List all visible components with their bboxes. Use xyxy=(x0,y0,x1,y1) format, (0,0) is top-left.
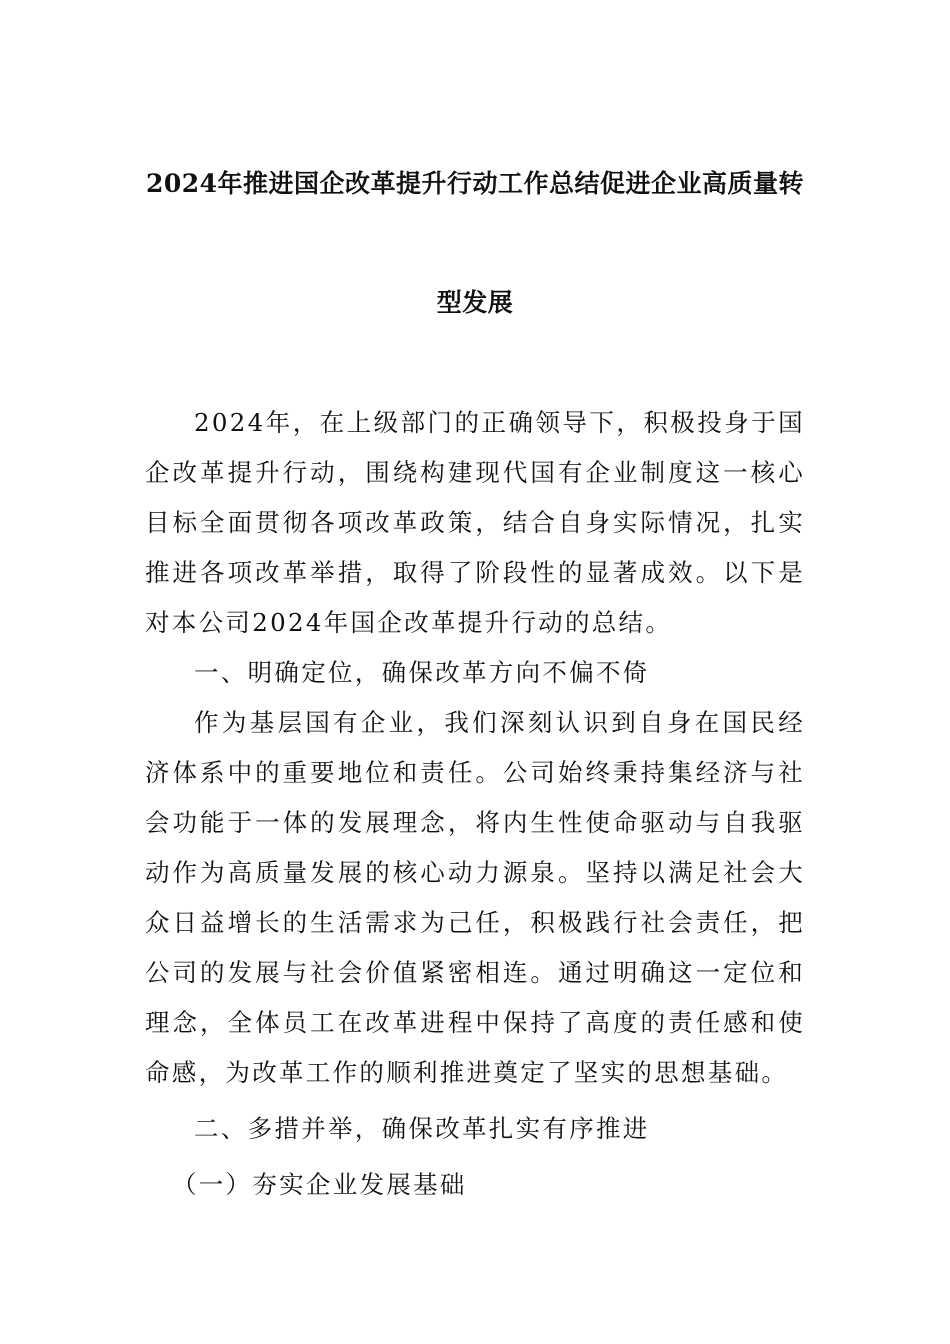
intro-paragraph: 2024年，在上级部门的正确领导下，积极投身于国企改革提升行动，围绕构建现代国有企业制度这一核心目标全面贯彻各项改革政策，结合自身实际情况，扎实推进各项改革举措，取得了阶段性的显著成效。以下是对本公司2024年国企改革提升行动的总结。 xyxy=(145,408,805,637)
subsection-heading-1: （一）夯实企业发展基础 xyxy=(171,1170,467,1199)
section-heading-1: 一、明确定位，确保改革方向不偏不倚 xyxy=(194,658,650,687)
document-title-line-1: 2024年推进国企改革提升行动工作总结促进企业高质量转 xyxy=(145,169,805,198)
document-title-line-2: 型发展 xyxy=(436,288,514,317)
document-body xyxy=(145,398,805,1210)
section-heading-2: 二、多措并举，确保改革扎实有序推进 xyxy=(194,1114,650,1143)
section-1-paragraph: 作为基层国有企业，我们深刻认识到自身在国民经济体系中的重要地位和责任。公司始终秉持集经济与社会功能于一体的发展理念，将内生性使命驱动与自我驱动作为高质量发展的核心动力源泉。坚持以满足社会大众日益增长的生活需求为己任，积极践行社会责任，把公司的发展与社会价值紧密相连。通过明确这一定位和理念，全体员工在改革进程中保持了高度的责任感和使命感，为改革工作的顺利推进奠定了坚实的思想基础。 xyxy=(145,708,805,1087)
